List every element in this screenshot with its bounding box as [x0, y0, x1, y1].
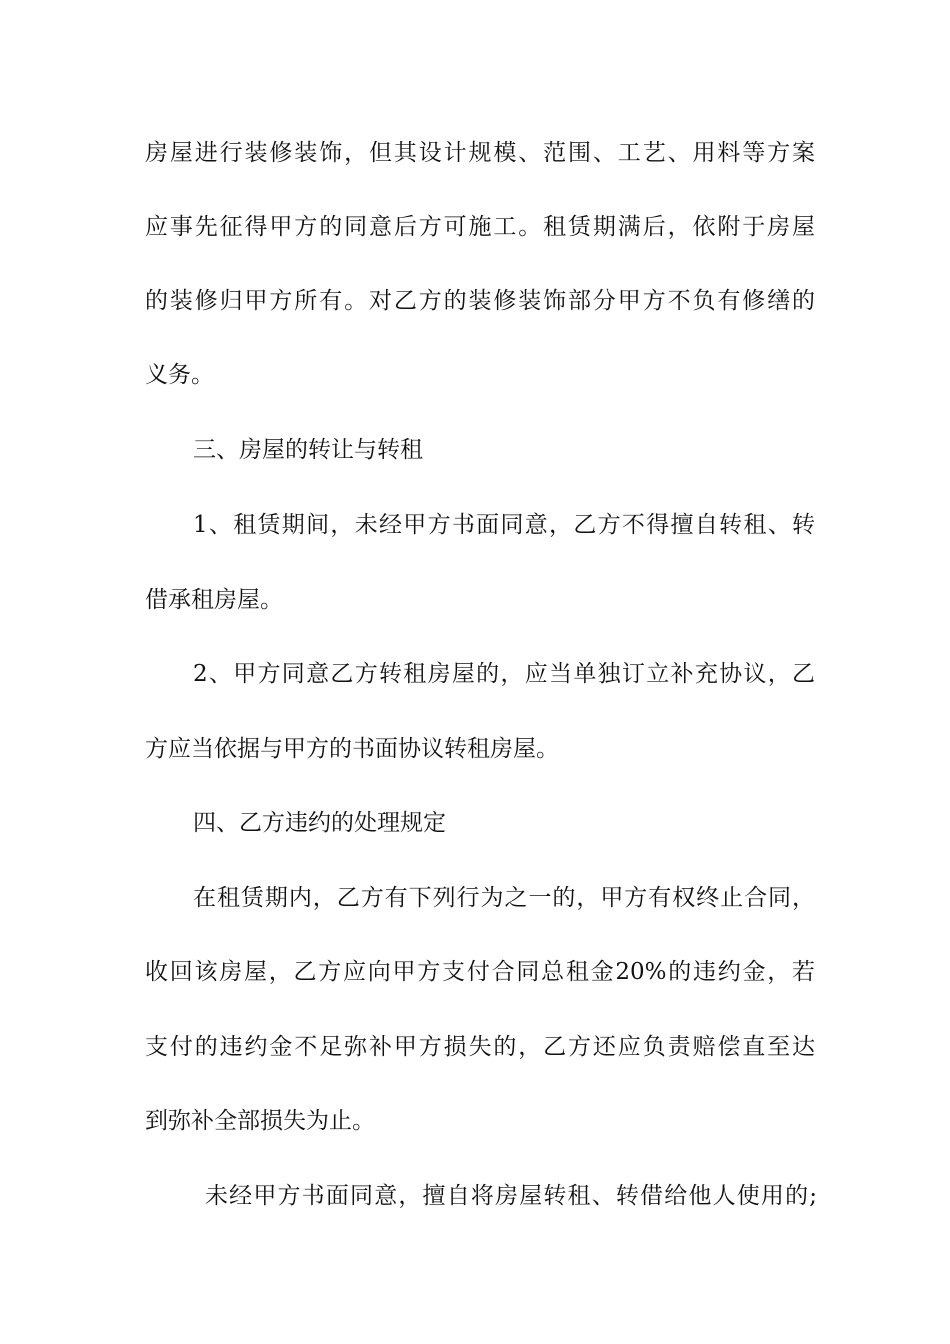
text-line-6: 1、租赁期间，未经甲方书面同意，乙方不得擅自转租、转: [193, 512, 815, 538]
text-line-7: 借承租房屋。: [145, 587, 283, 613]
text-line-15: 未经甲方书面同意，擅自将房屋转租、转借给他人使用的;: [205, 1183, 817, 1209]
text-line-11: 在租赁期内，乙方有下列行为之一的，甲方有权终止合同，: [193, 885, 815, 911]
text-line-2: 应事先征得甲方的同意后方可施工。租赁期满后，依附于房屋: [145, 214, 815, 240]
text-line-9: 方应当依据与甲方的书面协议转租房屋。: [145, 736, 559, 762]
section-heading-4: 四、乙方违约的处理规定: [193, 810, 446, 836]
text-line-14: 到弥补全部损失为止。: [145, 1108, 375, 1134]
section-heading-3: 三、房屋的转让与转租: [193, 437, 423, 463]
text-line-3: 的装修归甲方所有。对乙方的装修装饰部分甲方不负有修缮的: [145, 288, 815, 314]
text-line-8: 2、甲方同意乙方转租房屋的，应当单独订立补充协议，乙: [193, 661, 815, 687]
text-line-4: 义务。: [145, 362, 214, 388]
text-line-13: 支付的违约金不足弥补甲方损失的，乙方还应负责赔偿直至达: [145, 1034, 815, 1060]
text-line-1: 房屋进行装修装饰，但其设计规模、范围、工艺、用料等方案: [145, 140, 815, 166]
text-line-12: 收回该房屋，乙方应向甲方支付合同总租金20%的违约金，若: [145, 959, 815, 985]
